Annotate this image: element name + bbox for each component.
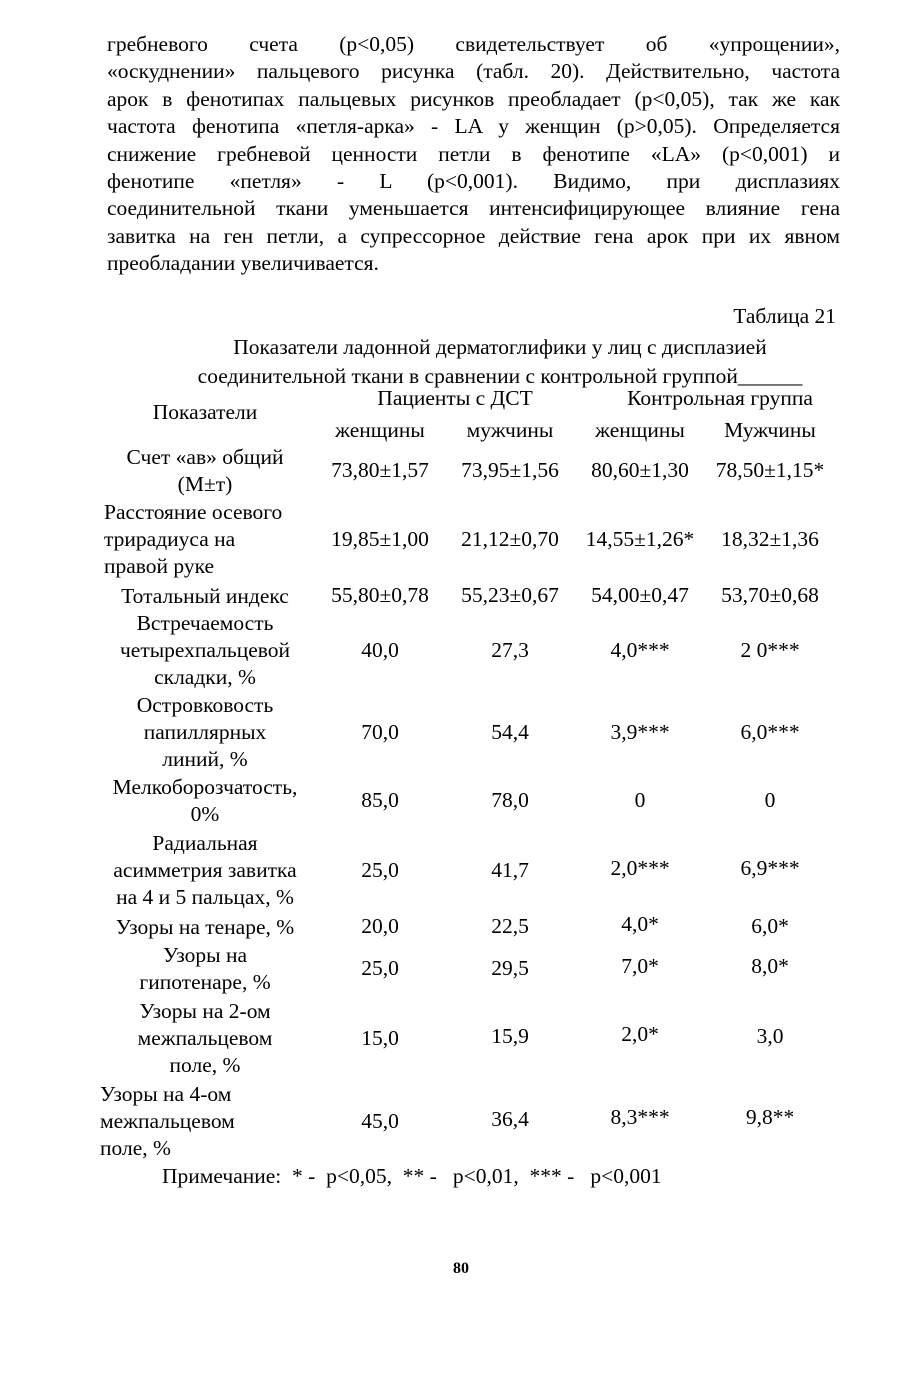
row-label-line: Узоры на тенаре, % [115,915,295,939]
row-label-line: поле, % [100,1136,171,1160]
paragraph-line: преобладании увеличивается. [107,251,379,276]
row-label-line: Расстояние осевого [104,500,283,524]
header-indicators: Показатели [152,400,258,424]
value-men-patients: 54,4 [491,720,529,744]
paragraph-line: арок в фенотипах пальцевых рисунков преобладает (p<0,05), так же как [107,86,840,111]
row-label [100,610,310,691]
value-women-control: 2,0* [621,1022,659,1046]
row-label-line: на 4 и 5 пальцах, % [116,885,294,909]
row-label-line: (M±т) [177,472,233,496]
row-label [100,583,310,610]
header-group-patients: Пациенты с ДСТ [377,386,533,410]
value-men-patients: 21,12±0,70 [461,527,559,551]
row-label-line: линий, % [162,747,248,771]
value-men-patients: 78,0 [491,788,529,812]
row-label-line: Счет «ав» общий [126,445,284,469]
value-men-patients: 55,23±0,67 [461,583,559,607]
row-label-line: Узоры на [162,943,248,967]
caption-line: Показатели ладонной дерматоглифики у лиц с дисплазией [233,335,767,359]
value-men-patients: 22,5 [491,914,529,938]
row-label-line: асимметрия завитка [113,858,297,882]
row-label-line: папиллярных [143,720,267,744]
row-label-line: Узоры на 2-ом [139,999,271,1023]
value-women-patients: 70,0 [361,720,399,744]
value-men-control: 6,0*** [740,720,800,744]
value-men-control: 78,50±1,15* [715,458,825,482]
value-women-control: 4,0* [621,912,659,936]
value-men-control: 6,9*** [740,856,800,880]
value-women-patients: 20,0 [361,914,399,938]
value-men-patients: 29,5 [491,956,529,980]
row-label-line: правой руке [104,554,215,578]
row-label-line: четырехпальцевой [119,638,291,662]
value-women-patients: 55,80±0,78 [331,583,429,607]
value-women-control: 14,55±1,26* [585,527,695,551]
header-women-control: женщины [595,418,685,442]
value-men-patients: 41,7 [491,858,529,882]
row-label [100,942,310,996]
value-men-patients: 27,3 [491,638,529,662]
value-women-control: 7,0* [621,954,659,978]
value-men-patients: 15,9 [491,1024,529,1048]
value-women-control: 0 [634,788,646,812]
page-number: 80 [453,1260,469,1277]
paragraph-line: гребневого счета (p<0,05) свидетельствует об «упрощении», [107,32,840,56]
row-label [100,774,310,828]
value-women-patients: 15,0 [361,1026,399,1050]
row-label-line: Узоры на 4-ом [100,1082,232,1106]
value-men-patients: 36,4 [491,1107,529,1131]
row-label-line: 0% [190,802,220,826]
value-men-control: 2 0*** [740,638,800,662]
row-label-line: поле, % [169,1053,241,1077]
row-label-line: Встречаемость [136,611,274,635]
value-men-control: 9,8** [745,1105,795,1129]
value-men-patients: 73,95±1,56 [461,458,559,482]
body-paragraph [107,31,840,278]
row-label [100,692,310,773]
row-label [100,998,310,1079]
value-men-control: 6,0* [751,914,789,938]
table-note: Примечание: * - p<0,05, ** - p<0,01, *** - p<0,001 [162,1164,662,1188]
header-group-control: Контрольная группа [627,386,813,410]
value-women-patients: 40,0 [361,638,399,662]
paragraph-line: соединительной ткани уменьшается интенсифицирующее влияние гена [107,196,840,221]
value-men-control: 0 [764,788,776,812]
value-women-control: 8,3*** [610,1105,670,1129]
row-label-line: Островковость [136,693,274,717]
row-label-line: Мелкоборозчатость, [112,775,298,799]
header-men-control: Мужчины [724,418,816,442]
value-women-patients: 25,0 [361,956,399,980]
value-women-patients: 19,85±1,00 [331,527,429,551]
row-label [100,1081,310,1162]
value-women-patients: 45,0 [361,1109,399,1133]
value-men-control: 8,0* [751,954,789,978]
table-caption [150,333,850,391]
paragraph-line: снижение гребневой ценности петли в фенотипе «LA» (p<0,001) и [107,141,840,166]
paragraph-line: завитка на ген петли, а супрессорное действие гена арок при их явном [107,223,840,248]
value-men-control: 53,70±0,68 [721,583,819,607]
row-label-line: межпальцевом [137,1026,273,1050]
table-number: Таблица 21 [733,304,836,328]
value-women-patients: 25,0 [361,858,399,882]
value-women-control: 80,60±1,30 [591,458,689,482]
row-label [104,499,314,580]
paragraph-line: «оскуднении» пальцевого рисунка (табл. 20). Действительно, частота [107,59,840,84]
header-women-patients: женщины [335,418,425,442]
row-label-line: межпальцевом [100,1109,235,1133]
row-label-line: гипотенаре, % [139,970,271,994]
value-men-control: 3,0 [756,1024,784,1048]
row-label-line: складки, % [154,665,256,689]
paragraph-line: частота фенотипа «петля-арка» - LA у женщин (p>0,05). Определяется [107,114,840,139]
value-men-control: 18,32±1,36 [721,527,819,551]
row-label-line: трирадиуса на [104,527,236,551]
value-women-control: 4,0*** [610,638,670,662]
caption-line: соединительной ткани в сравнении с контрольной группой______ [197,364,803,388]
value-women-patients: 73,80±1,57 [331,458,429,482]
row-label [100,444,310,498]
header-men-patients: мужчины [466,418,554,442]
row-label-line: Тотальный индекс [121,584,289,608]
value-women-control: 3,9*** [610,720,670,744]
value-women-patients: 85,0 [361,788,399,812]
value-women-control: 54,00±0,47 [591,583,689,607]
row-label-line: Радиальная [152,831,258,855]
paragraph-line: фенотипе «петля» - L (p<0,001). Видимо, при дисплазиях [107,169,840,194]
row-label [100,914,310,941]
row-label [100,830,310,911]
value-women-control: 2,0*** [610,856,670,880]
